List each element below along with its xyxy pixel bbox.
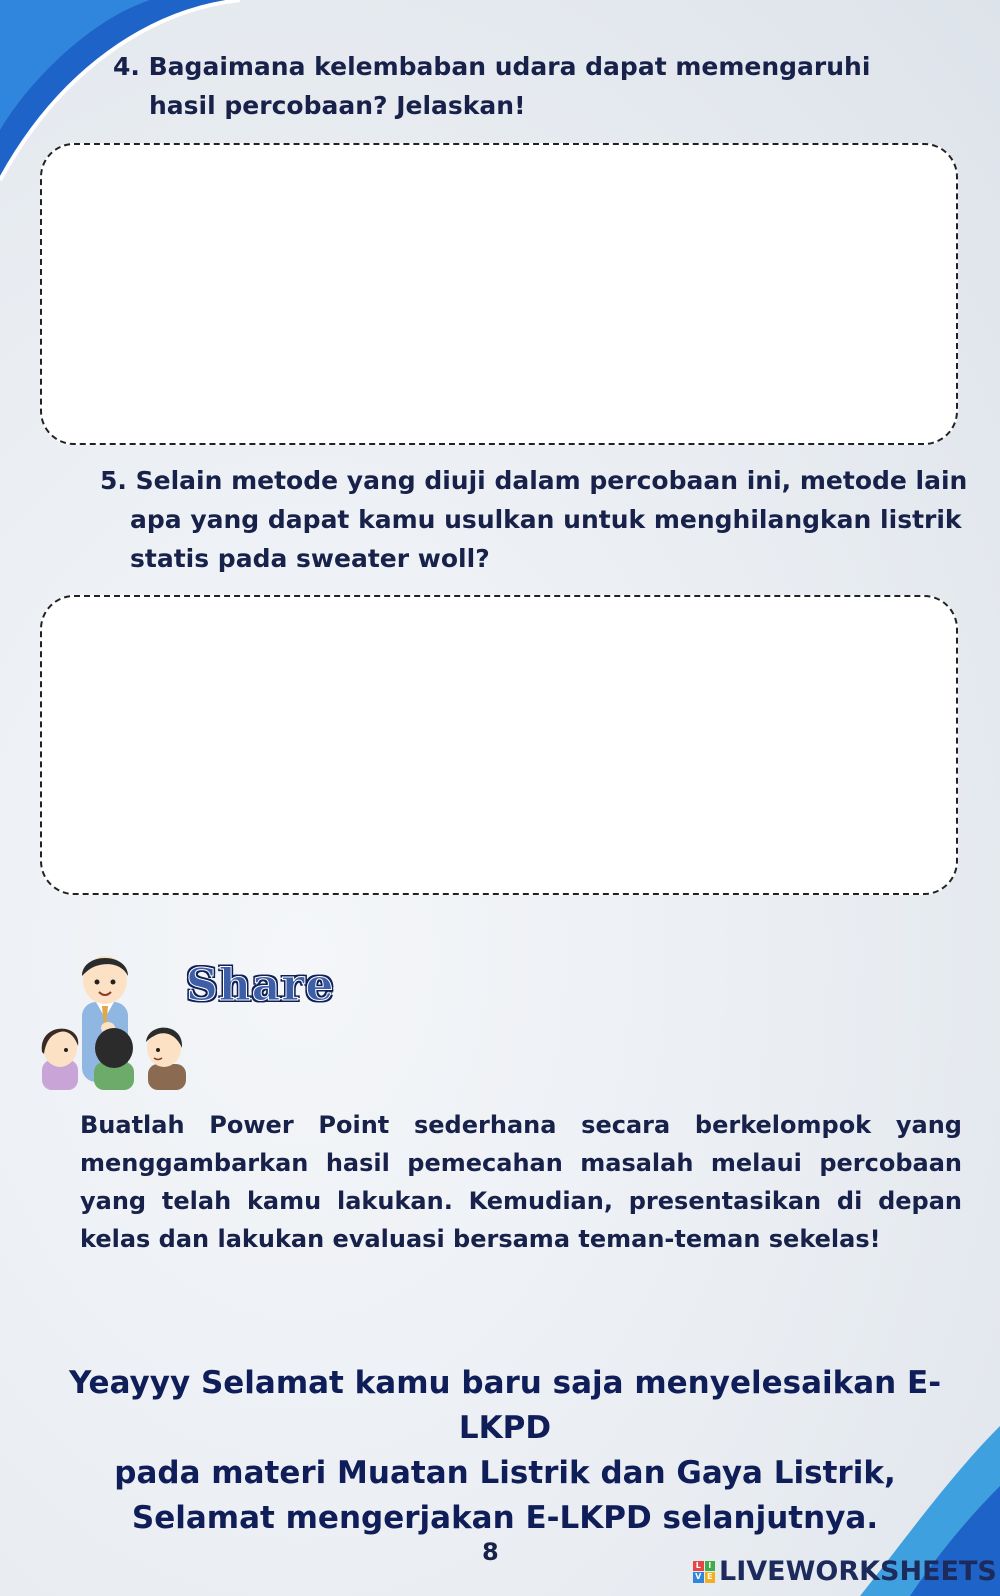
answer-input-5[interactable] bbox=[42, 597, 956, 893]
question-5 bbox=[100, 461, 970, 578]
closing-message bbox=[40, 1361, 970, 1541]
question-4-number: 4. bbox=[113, 52, 140, 81]
question-4-line-2: hasil percobaan? Jelaskan! bbox=[149, 91, 526, 120]
logo-letter-i: I bbox=[705, 1561, 716, 1572]
liveworksheets-logo-icon bbox=[693, 1561, 715, 1583]
page-number: 8 bbox=[482, 1538, 499, 1566]
logo-letter-v: V bbox=[693, 1572, 704, 1583]
closing-line-2: pada materi Muatan Listrik dan Gaya Listrik, bbox=[114, 1455, 896, 1491]
liveworksheets-brand bbox=[693, 1556, 997, 1587]
question-5-line-1: Selain metode yang diuji dalam percobaan ini, metode lain bbox=[135, 466, 968, 495]
students-presenting-illustration bbox=[36, 942, 196, 1090]
logo-letter-l: L bbox=[693, 1561, 704, 1572]
question-4-line-1: Bagaimana kelembaban udara dapat memengaruhi bbox=[148, 52, 871, 81]
answer-box-4[interactable] bbox=[40, 143, 958, 445]
question-5-number: 5. bbox=[100, 466, 127, 495]
share-instruction-text: Buatlah Power Point sederhana secara berkelompok yang menggambarkan hasil pemecahan masalah melaui percobaan yang telah kamu lakukan. Kemudian, presentasikan di depan kelas dan lakukan evaluasi bersama teman-teman sekelas! bbox=[80, 1111, 962, 1253]
answer-input-4[interactable] bbox=[42, 145, 956, 443]
question-5-line-3: statis pada sweater woll? bbox=[130, 544, 490, 573]
logo-letter-e: E bbox=[705, 1572, 716, 1583]
closing-line-1: Yeayyy Selamat kamu baru saja menyelesaikan E-LKPD bbox=[68, 1365, 942, 1446]
closing-line-3: Selamat mengerjakan E-LKPD selanjutnya. bbox=[131, 1500, 879, 1536]
question-4 bbox=[113, 47, 873, 125]
answer-box-5[interactable] bbox=[40, 595, 958, 895]
question-5-line-2: apa yang dapat kamu usulkan untuk menghilangkan listrik bbox=[130, 505, 962, 534]
share-heading: Share bbox=[186, 960, 335, 1011]
liveworksheets-wordmark: LIVEWORKSHEETS bbox=[719, 1556, 997, 1587]
